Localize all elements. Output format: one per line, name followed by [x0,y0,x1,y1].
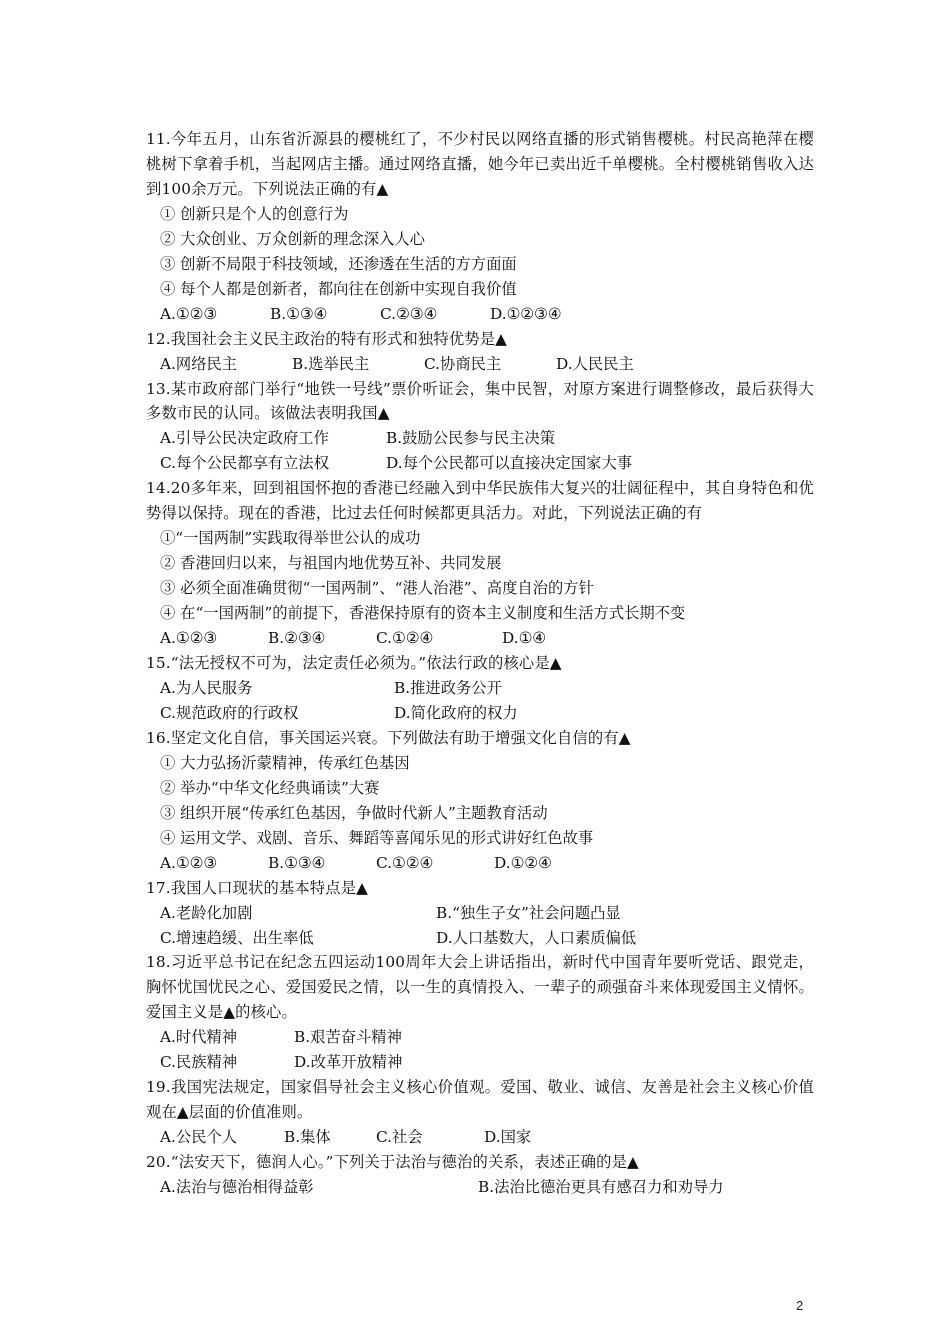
question-12 [146,327,814,377]
options-row [146,1025,814,1050]
question-list [146,127,814,1200]
options-row [146,352,814,377]
option-c: C.协商民主 [424,354,502,373]
option-b: B.法治比德治更具有感召力和劝导力 [478,1178,724,1197]
statement: ② 大众创业、万众创新的理念深入人心 [160,229,425,248]
option-c: C.增速趋缓、出生率低 [160,928,314,947]
option-b: B.选举民主 [292,354,370,373]
options-row [146,1050,814,1075]
statement: ①“一国两制”实践取得举世公认的成功 [160,529,421,548]
option-a: A.为人民服务 [160,678,253,697]
option-d: D.人民民主 [556,354,634,373]
statement: ④ 在“一国两制”的前提下，香港保持原有的资本主义制度和生活方式长期不变 [160,604,686,623]
statement: ③ 创新不局限于科技领域，还渗透在生活的方方面面 [160,254,517,273]
option-d: D.改革开放精神 [294,1053,403,1072]
options-row [146,1125,814,1150]
option-c: C.民族精神 [160,1053,238,1072]
option-b: B.鼓励公民参与民主决策 [386,429,556,448]
statement: ④ 每个人都是创新者，都向往在创新中实现自我价值 [160,279,517,298]
statement: ② 香港回归以来，与祖国内地优势互补、共同发展 [160,554,502,573]
options-row [146,676,814,701]
options-row [146,926,814,951]
question-text: 14.20多年来，回到祖国怀抱的香港已经融入到中华民族伟大复兴的壮阔征程中，其自身特色和优势得以保持。现在的香港，比过去任何时候都更具活力。对此，下列说法正确的有 [146,479,814,523]
option-a: A.①②③ [160,853,218,872]
options-row [146,426,814,451]
statement: ④ 运用文学、戏剧、音乐、舞蹈等喜闻乐见的形式讲好红色故事 [160,828,594,847]
option-a: A.时代精神 [160,1028,238,1047]
option-d: D.①②④ [494,853,552,872]
options-row [146,701,814,726]
question-18 [146,950,814,1075]
question-text: 19.我国宪法规定，国家倡导社会主义核心价值观。爱国、敬业、诚信、友善是社会主义核心价值观在▲层面的价值准则。 [146,1078,814,1122]
option-c: C.社会 [376,1128,423,1147]
options-row [146,1175,814,1200]
options-row [146,851,814,876]
question-13 [146,377,814,477]
option-c: C.①②④ [376,853,434,872]
options-row [146,901,814,926]
statement: ② 举办“中华文化经典诵读”大赛 [160,778,380,797]
statement: ③ 组织开展“传承红色基因，争做时代新人”主题教育活动 [160,803,548,822]
option-d: D.国家 [484,1128,532,1147]
option-b: B.②③④ [268,629,326,648]
option-b: B.“独生子女”社会问题凸显 [436,903,621,922]
question-text: 17.我国人口现状的基本特点是▲ [146,878,369,897]
option-b: B.推进政务公开 [394,678,502,697]
question-text: 16.坚定文化自信，事关国运兴衰。下列做法有助于增强文化自信的有▲ [146,728,631,747]
page-number: 2 [796,1298,804,1313]
option-d: D.①④ [502,629,547,648]
option-a: A.法治与德治相得益彰 [160,1178,314,1197]
option-d: D.每个公民都可以直接决定国家大事 [386,454,633,473]
question-text: 13.某市政府部门举行“地铁一号线”票价听证会，集中民智，对原方案进行调整修改，最后获得大多数市民的认同。该做法表明我国▲ [146,379,814,423]
question-20 [146,1150,814,1200]
question-14 [146,476,814,651]
question-19 [146,1075,814,1150]
option-c: C.①②④ [376,629,434,648]
option-c: C.规范政府的行政权 [160,703,299,722]
option-d: D.①②③④ [490,304,562,323]
question-text: 18.习近平总书记在纪念五四运动100周年大会上讲话指出，新时代中国青年要听党话、跟党走，胸怀忧国忧民之心、爱国爱民之情，以一生的真情投入、一辈子的顽强奋斗来体现爱国主义情怀。爱国主义是▲的核心。 [146,953,814,1022]
option-b: B.①③④ [268,853,326,872]
question-11 [146,127,814,327]
options-row [146,451,814,476]
option-a: A.①②③ [160,629,218,648]
option-d: D.人口基数大，人口素质偏低 [436,928,637,947]
option-a: A.老龄化加剧 [160,903,253,922]
option-c: C.每个公民都享有立法权 [160,454,329,473]
question-17 [146,876,814,951]
option-a: A.网络民主 [160,354,238,373]
option-b: B.①③④ [270,304,328,323]
options-row [146,626,814,651]
option-a: A.公民个人 [160,1128,238,1147]
option-b: B.艰苦奋斗精神 [294,1028,402,1047]
option-d: D.简化政府的权力 [394,703,518,722]
option-a: A.①②③ [160,304,218,323]
statement: ① 大力弘扬沂蒙精神，传承红色基因 [160,753,410,772]
option-c: C.②③④ [380,304,438,323]
question-text: 20.“法安天下，德润人心。”下列关于法治与德治的关系，表述正确的是▲ [146,1153,639,1172]
statement: ③ 必须全面准确贯彻“一国两制”、“港人治港”、高度自治的方针 [160,579,594,598]
statement: ① 创新只是个人的创意行为 [160,204,349,223]
question-16 [146,726,814,876]
question-text: 15.“法无授权不可为，法定责任必须为。”依法行政的核心是▲ [146,654,562,673]
question-text: 12.我国社会主义民主政治的特有形式和独特优势是▲ [146,329,508,348]
question-text: 11.今年五月，山东省沂源县的樱桃红了，不少村民以网络直播的形式销售樱桃。村民高艳萍在樱桃树下拿着手机，当起网店主播。通过网络直播，她今年已卖出近千单樱桃。全村樱桃销售收入达到100余万元。下列说法正确的有▲ [146,130,814,198]
option-a: A.引导公民决定政府工作 [160,429,329,448]
option-b: B.集体 [284,1128,331,1147]
options-row [146,302,814,327]
question-15 [146,651,814,726]
